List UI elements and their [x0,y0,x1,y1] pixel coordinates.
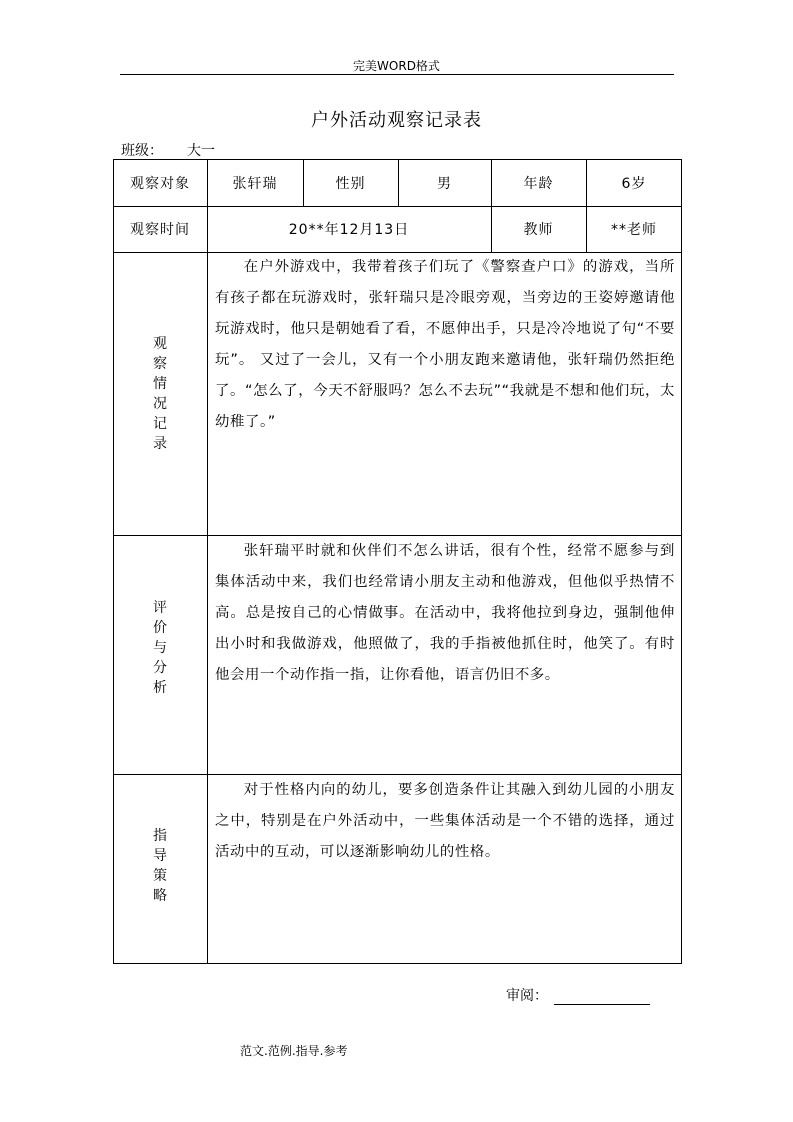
label-char: 录 [153,435,167,452]
gender-value: 男 [437,175,452,192]
age-value: 6岁 [621,175,647,192]
header-rule [120,74,674,75]
age-label: 年龄 [523,175,554,192]
subject-value: 张轩瑞 [232,175,278,192]
label-char: 观 [153,335,167,352]
label-char: 情 [153,375,167,392]
label-char: 析 [153,680,167,696]
time-label: 观察时间 [130,222,190,238]
page-footer: 范文.范例.指导.参考 [240,1044,348,1058]
guidance-strategy-label [113,774,207,964]
class-label: 班级： [121,143,163,159]
observation-record-text: 在户外游戏中，我带着孩子们玩了《警察查户口》的游戏，当所有孩子都在玩游戏时，张轩瑞只是冷眼旁观，当旁边的王姿婷邀请他玩游戏时，他只是朝她看了看，不愿伸出手，只是冷冷地说了句“不要玩”。 又过了一会儿，又有一个小朋友跑来邀请他，张轩瑞仍然拒绝了。“怎么了，今天不舒服吗？怎么不去玩”“我就是不想和他们玩，太幼稚了。” [215,259,675,430]
teacher-value: **老师 [611,222,657,238]
class-field [121,140,266,160]
label-char: 策 [153,868,167,884]
label-char: 察 [153,355,167,372]
review-label: 审阅： [506,988,548,1004]
label-char: 指 [153,828,167,844]
evaluation-analysis-text: 张轩瑞平时就和伙伴们不怎么讲话，很有个性，经常不愿参与到集体活动中来，我们也经常请小朋友主动和他游戏，但他似乎热情不高。总是按自己的心情做事。在活动中，我将他拉到身边，强制他伸出小时和我做游戏，他照做了，我的手指被他抓住时，他笑了。有时他会用一个动作指一指，让你看他，语言仍旧不多。 [215,543,675,683]
label-char: 评 [153,600,167,616]
document-title: 户外活动观察记录表 [311,110,482,131]
observation-record-label [113,252,207,535]
guidance-strategy-text: 对于性格内向的幼儿，要多创造条件让其融入到幼儿园的小朋友之中，特别是在户外活动中，一些集体活动是一个不错的选择，通过活动中的互动，可以逐渐影响幼儿的性格。 [215,782,675,860]
label-char: 导 [153,848,167,864]
time-value: 20**年12月13日 [288,222,410,238]
gender-label: 性别 [335,175,366,192]
subject-label: 观察对象 [130,175,190,192]
review-signature-line [554,988,650,1005]
label-char: 况 [153,395,167,412]
label-char: 略 [153,888,167,904]
page-header: 完美WORD格式 [353,59,440,73]
column-divider [207,159,208,964]
class-value: 大一 [163,143,266,160]
label-char: 与 [153,640,167,656]
label-char: 价 [153,620,167,636]
teacher-label: 教师 [523,222,554,238]
evaluation-analysis-label [113,535,207,774]
label-char: 记 [153,415,167,432]
label-char: 分 [153,660,167,676]
review-field [506,985,650,1005]
